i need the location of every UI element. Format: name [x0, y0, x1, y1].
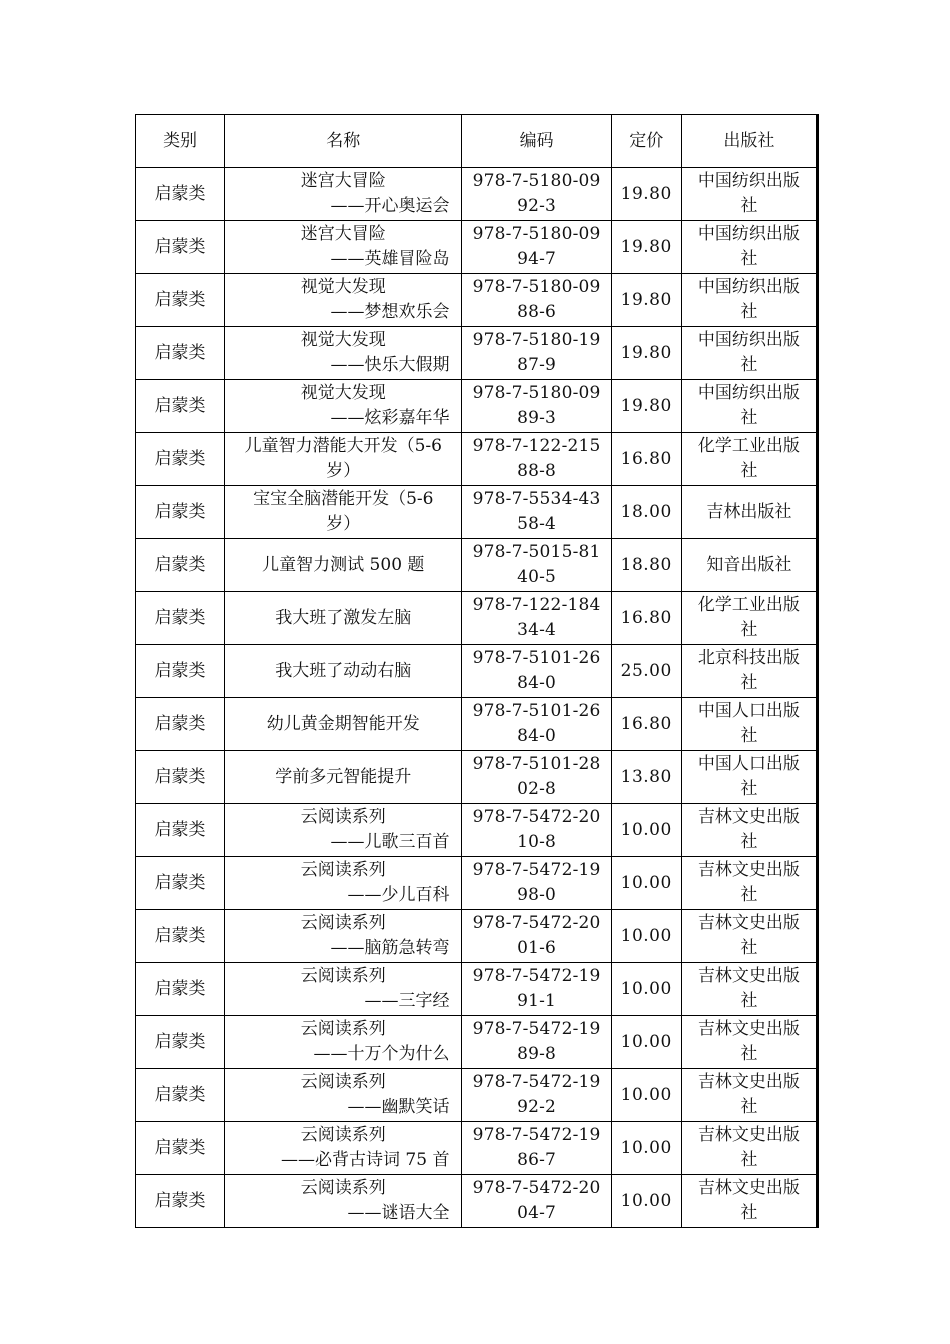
isbn-line: 978-7-5015-81 — [472, 542, 601, 562]
table-row — [136, 221, 818, 274]
book-name-line: ——谜语大全 — [347, 1203, 450, 1223]
publisher-line: 吉林文史出版 — [697, 966, 800, 986]
isbn-line: 84-0 — [517, 726, 557, 746]
table-row — [136, 963, 818, 1016]
isbn-line: 88-6 — [517, 302, 557, 322]
publisher-line: 社 — [740, 408, 758, 428]
cell-name — [225, 221, 462, 274]
publisher-line: 社 — [740, 1203, 758, 1223]
table-row — [136, 539, 818, 592]
cell-price: 10.00 — [611, 1069, 681, 1122]
book-name-line: ——梦想欢乐会 — [330, 302, 450, 322]
cell-name — [225, 1175, 462, 1228]
publisher-line: 中国人口出版 — [697, 754, 800, 774]
publisher-line: 社 — [740, 249, 758, 269]
isbn-line: 89-3 — [517, 408, 557, 428]
cell-code — [462, 592, 611, 645]
publisher-line: 中国纺织出版 — [697, 383, 800, 403]
cell-category: 启蒙类 — [136, 380, 225, 433]
cell-price: 10.00 — [611, 857, 681, 910]
book-name-line: 云阅读系列 — [300, 1125, 386, 1145]
header-publisher: 出版社 — [681, 115, 817, 168]
cell-price: 25.00 — [611, 645, 681, 698]
cell-publisher — [681, 486, 817, 539]
isbn-line: 978-7-5472-19 — [472, 860, 601, 880]
book-name-line: ——必背古诗词 75 首 — [281, 1150, 450, 1170]
table-row — [136, 645, 818, 698]
isbn-line: 978-7-5534-43 — [472, 489, 601, 509]
cell-category: 启蒙类 — [136, 327, 225, 380]
book-name-line: 迷宫大冒险 — [300, 224, 386, 244]
publisher-line: 吉林文史出版 — [697, 807, 800, 827]
publisher-line: 吉林文史出版 — [697, 1125, 800, 1145]
book-name-line: 云阅读系列 — [300, 966, 386, 986]
publisher-line: 社 — [740, 779, 758, 799]
isbn-line: 86-7 — [517, 1150, 557, 1170]
cell-price: 18.80 — [611, 539, 681, 592]
isbn-line: 40-5 — [517, 567, 557, 587]
cell-publisher — [681, 274, 817, 327]
table-row — [136, 1016, 818, 1069]
cell-publisher — [681, 751, 817, 804]
cell-publisher — [681, 592, 817, 645]
isbn-line: 98-0 — [517, 885, 557, 905]
cell-publisher — [681, 1175, 817, 1228]
cell-price: 19.80 — [611, 380, 681, 433]
book-name-line: 视觉大发现 — [300, 277, 386, 297]
cell-publisher — [681, 698, 817, 751]
publisher-line: 中国纺织出版 — [697, 330, 800, 350]
publisher-line: 中国纺织出版 — [697, 171, 800, 191]
book-name-line: ——炫彩嘉年华 — [330, 408, 450, 428]
book-list-table — [135, 114, 819, 1228]
cell-name — [225, 539, 462, 592]
cell-publisher — [681, 857, 817, 910]
table-row — [136, 380, 818, 433]
table-row — [136, 910, 818, 963]
publisher-line: 北京科技出版 — [697, 648, 800, 668]
cell-publisher — [681, 1016, 817, 1069]
publisher-line: 吉林文史出版 — [697, 860, 800, 880]
cell-code — [462, 1016, 611, 1069]
book-name-line: 我大班了动动右脑 — [275, 660, 412, 681]
cell-category: 启蒙类 — [136, 963, 225, 1016]
isbn-line: 01-6 — [517, 938, 557, 958]
book-name-line: 视觉大发现 — [300, 383, 386, 403]
cell-publisher — [681, 910, 817, 963]
table-row — [136, 751, 818, 804]
cell-price: 10.00 — [611, 804, 681, 857]
header-code: 编码 — [462, 115, 611, 168]
cell-code — [462, 857, 611, 910]
cell-category: 启蒙类 — [136, 433, 225, 486]
cell-name — [225, 1122, 462, 1175]
cell-price: 16.80 — [611, 433, 681, 486]
cell-code — [462, 1122, 611, 1175]
book-name-line: ——开心奥运会 — [330, 196, 450, 216]
publisher-line: 社 — [740, 620, 758, 640]
cell-publisher — [681, 963, 817, 1016]
book-name-line: 云阅读系列 — [300, 1019, 386, 1039]
book-name-line: 儿童智力潜能大开发（5-6 — [244, 436, 442, 456]
isbn-line: 94-7 — [517, 249, 557, 269]
book-name-line: 宝宝全脑潜能开发（5-6 — [253, 489, 434, 509]
isbn-line: 978-7-122-184 — [472, 595, 601, 615]
cell-name — [225, 1069, 462, 1122]
isbn-line: 978-7-5101-26 — [472, 648, 601, 668]
isbn-line: 34-4 — [517, 620, 557, 640]
isbn-line: 978-7-5472-19 — [472, 1019, 601, 1039]
cell-code — [462, 168, 611, 221]
isbn-line: 02-8 — [517, 779, 557, 799]
isbn-line: 978-7-5472-20 — [472, 807, 601, 827]
cell-price: 16.80 — [611, 698, 681, 751]
cell-code — [462, 433, 611, 486]
cell-name — [225, 380, 462, 433]
isbn-line: 978-7-5101-28 — [472, 754, 601, 774]
isbn-line: 92-3 — [517, 196, 557, 216]
cell-category: 启蒙类 — [136, 592, 225, 645]
publisher-line: 吉林文史出版 — [697, 1178, 800, 1198]
cell-code — [462, 221, 611, 274]
isbn-line: 978-7-122-215 — [472, 436, 601, 456]
publisher-line: 社 — [740, 196, 758, 216]
cell-category: 启蒙类 — [136, 486, 225, 539]
cell-price: 10.00 — [611, 1175, 681, 1228]
cell-price: 19.80 — [611, 327, 681, 380]
isbn-line: 978-7-5180-09 — [472, 383, 601, 403]
cell-category: 启蒙类 — [136, 539, 225, 592]
cell-category: 启蒙类 — [136, 1016, 225, 1069]
cell-code — [462, 751, 611, 804]
book-name-line: 云阅读系列 — [300, 807, 386, 827]
cell-price: 19.80 — [611, 168, 681, 221]
table-row — [136, 804, 818, 857]
cell-name — [225, 698, 462, 751]
cell-category: 启蒙类 — [136, 857, 225, 910]
cell-publisher — [681, 327, 817, 380]
isbn-line: 04-7 — [517, 1203, 557, 1223]
cell-price: 13.80 — [611, 751, 681, 804]
cell-name — [225, 645, 462, 698]
isbn-line: 978-7-5472-19 — [472, 1125, 601, 1145]
cell-price: 10.00 — [611, 963, 681, 1016]
cell-code — [462, 539, 611, 592]
cell-code — [462, 698, 611, 751]
cell-publisher — [681, 539, 817, 592]
cell-category: 启蒙类 — [136, 168, 225, 221]
publisher-line: 吉林文史出版 — [697, 1072, 800, 1092]
book-name-line: ——儿歌三百首 — [330, 832, 450, 852]
cell-name — [225, 857, 462, 910]
cell-category: 启蒙类 — [136, 804, 225, 857]
table-row — [136, 592, 818, 645]
cell-code — [462, 1069, 611, 1122]
cell-code — [462, 274, 611, 327]
cell-category: 启蒙类 — [136, 645, 225, 698]
publisher-line: 社 — [740, 673, 758, 693]
cell-category: 启蒙类 — [136, 1069, 225, 1122]
cell-code — [462, 804, 611, 857]
cell-code — [462, 327, 611, 380]
publisher-line: 社 — [740, 461, 758, 481]
cell-name — [225, 804, 462, 857]
isbn-line: 978-7-5180-09 — [472, 277, 601, 297]
publisher-line: 社 — [740, 355, 758, 375]
isbn-line: 92-2 — [517, 1097, 557, 1117]
publisher-line: 化学工业出版 — [697, 595, 800, 615]
book-name-line: 迷宫大冒险 — [300, 171, 386, 191]
isbn-line: 978-7-5180-09 — [472, 224, 601, 244]
isbn-line: 10-8 — [517, 832, 557, 852]
isbn-line: 978-7-5472-19 — [472, 966, 601, 986]
cell-publisher — [681, 645, 817, 698]
header-price: 定价 — [611, 115, 681, 168]
cell-price: 10.00 — [611, 910, 681, 963]
cell-name — [225, 1016, 462, 1069]
publisher-line: 社 — [740, 726, 758, 746]
isbn-line: 88-8 — [517, 461, 557, 481]
cell-category: 启蒙类 — [136, 1122, 225, 1175]
cell-publisher — [681, 433, 817, 486]
cell-category: 启蒙类 — [136, 221, 225, 274]
book-name-line: ——三字经 — [364, 991, 450, 1011]
book-name-line: 学前多元智能提升 — [275, 766, 412, 787]
cell-publisher — [681, 1069, 817, 1122]
cell-publisher — [681, 804, 817, 857]
cell-code — [462, 963, 611, 1016]
cell-code — [462, 910, 611, 963]
cell-code — [462, 1175, 611, 1228]
cell-price: 19.80 — [611, 221, 681, 274]
cell-category: 启蒙类 — [136, 910, 225, 963]
publisher-line: 社 — [740, 991, 758, 1011]
table-row — [136, 1122, 818, 1175]
isbn-line: 978-7-5101-26 — [472, 701, 601, 721]
isbn-line: 978-7-5180-19 — [472, 330, 601, 350]
publisher-line: 社 — [740, 885, 758, 905]
cell-price: 19.80 — [611, 274, 681, 327]
cell-category: 启蒙类 — [136, 698, 225, 751]
cell-publisher — [681, 380, 817, 433]
isbn-line: 978-7-5472-20 — [472, 913, 601, 933]
isbn-line: 84-0 — [517, 673, 557, 693]
publisher-line: 吉林文史出版 — [697, 1019, 800, 1039]
isbn-line: 978-7-5472-19 — [472, 1072, 601, 1092]
book-name-line: 云阅读系列 — [300, 860, 386, 880]
book-name-line: 儿童智力测试 500 题 — [262, 554, 425, 575]
table-row — [136, 1175, 818, 1228]
cell-category: 启蒙类 — [136, 274, 225, 327]
book-name-line: 岁） — [326, 514, 361, 534]
publisher-line: 吉林文史出版 — [697, 913, 800, 933]
book-name-line: ——脑筋急转弯 — [330, 938, 450, 958]
publisher-line: 社 — [740, 302, 758, 322]
cell-name — [225, 274, 462, 327]
table-row — [136, 168, 818, 221]
table-row — [136, 327, 818, 380]
cell-price: 10.00 — [611, 1122, 681, 1175]
publisher-line: 吉林出版社 — [706, 501, 792, 522]
cell-name — [225, 751, 462, 804]
isbn-line: 91-1 — [517, 991, 557, 1011]
cell-name — [225, 327, 462, 380]
cell-price: 16.80 — [611, 592, 681, 645]
cell-name — [225, 592, 462, 645]
header-name: 名称 — [225, 115, 462, 168]
header-category: 类别 — [136, 115, 225, 168]
cell-code — [462, 380, 611, 433]
cell-publisher — [681, 221, 817, 274]
book-name-line: 岁） — [326, 461, 361, 481]
table-header-row — [136, 115, 818, 168]
cell-price: 10.00 — [611, 1016, 681, 1069]
table-row — [136, 1069, 818, 1122]
cell-name — [225, 963, 462, 1016]
table-row — [136, 433, 818, 486]
publisher-line: 中国纺织出版 — [697, 277, 800, 297]
publisher-line: 化学工业出版 — [697, 436, 800, 456]
publisher-line: 中国纺织出版 — [697, 224, 800, 244]
cell-code — [462, 645, 611, 698]
book-name-line: ——快乐大假期 — [330, 355, 450, 375]
table-row — [136, 486, 818, 539]
book-name-line: ——十万个为什么 — [313, 1044, 450, 1064]
table-body — [136, 168, 818, 1228]
isbn-line: 87-9 — [517, 355, 557, 375]
book-name-line: 云阅读系列 — [300, 913, 386, 933]
isbn-line: 978-7-5180-09 — [472, 171, 601, 191]
publisher-line: 社 — [740, 1044, 758, 1064]
table-row — [136, 857, 818, 910]
publisher-line: 社 — [740, 832, 758, 852]
cell-publisher — [681, 168, 817, 221]
cell-name — [225, 910, 462, 963]
cell-price: 18.00 — [611, 486, 681, 539]
publisher-line: 中国人口出版 — [697, 701, 800, 721]
book-name-line: 云阅读系列 — [300, 1178, 386, 1198]
publisher-line: 知音出版社 — [706, 554, 792, 575]
cell-name — [225, 168, 462, 221]
cell-category: 启蒙类 — [136, 1175, 225, 1228]
cell-name — [225, 433, 462, 486]
book-name-line: 视觉大发现 — [300, 330, 386, 350]
book-name-line: ——幽默笑话 — [347, 1097, 450, 1117]
isbn-line: 58-4 — [517, 514, 557, 534]
publisher-line: 社 — [740, 938, 758, 958]
book-name-line: ——少儿百科 — [347, 885, 450, 905]
cell-name — [225, 486, 462, 539]
cell-publisher — [681, 1122, 817, 1175]
table-row — [136, 698, 818, 751]
publisher-line: 社 — [740, 1150, 758, 1170]
book-name-line: 幼儿黄金期智能开发 — [266, 713, 420, 734]
book-name-line: 我大班了激发左脑 — [275, 607, 412, 628]
book-name-line: ——英雄冒险岛 — [330, 249, 450, 269]
cell-category: 启蒙类 — [136, 751, 225, 804]
publisher-line: 社 — [740, 1097, 758, 1117]
book-name-line: 云阅读系列 — [300, 1072, 386, 1092]
isbn-line: 978-7-5472-20 — [472, 1178, 601, 1198]
isbn-line: 89-8 — [517, 1044, 557, 1064]
cell-code — [462, 486, 611, 539]
table-row — [136, 274, 818, 327]
